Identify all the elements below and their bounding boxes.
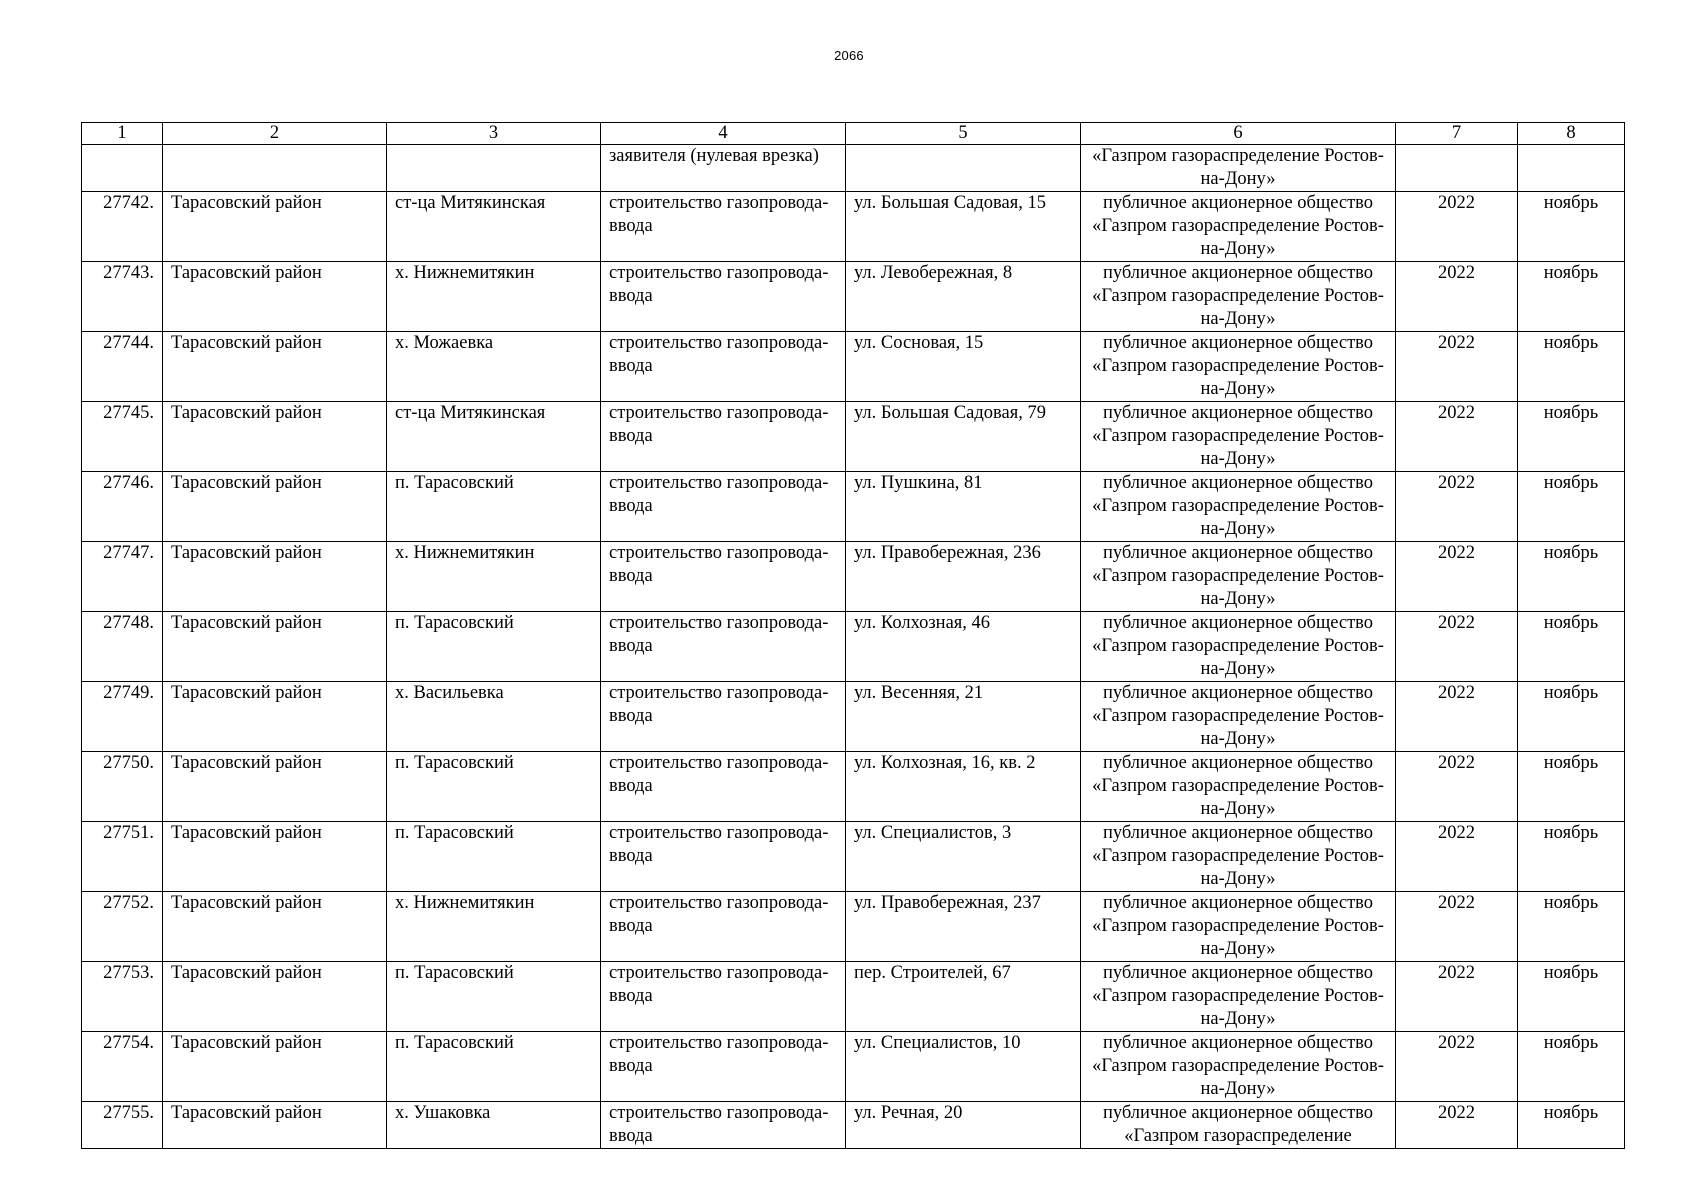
district-cell: Тарасовский район xyxy=(163,262,387,332)
empty-cell xyxy=(163,145,387,192)
month-cell: ноябрь xyxy=(1518,612,1625,682)
district-cell: Тарасовский район xyxy=(163,682,387,752)
work-type-cell: строительство газопровода-ввода xyxy=(601,542,846,612)
row-number-cell: 27754. xyxy=(82,1032,163,1102)
row-number-cell: 27749. xyxy=(82,682,163,752)
district-cell: Тарасовский район xyxy=(163,1102,387,1149)
year-cell: 2022 xyxy=(1396,682,1518,752)
address-cell: пер. Строителей, 67 xyxy=(846,962,1081,1032)
work-type-cell: строительство газопровода-ввода xyxy=(601,332,846,402)
work-type-cell: строительство газопровода-ввода xyxy=(601,612,846,682)
organization-cell: публичное акционерное общество «Газпром газораспределение Ростов-на-Дону» xyxy=(1081,262,1396,332)
header-cell: 8 xyxy=(1518,123,1625,145)
month-cell: ноябрь xyxy=(1518,262,1625,332)
table-row xyxy=(82,962,1625,1032)
locality-cell: п. Тарасовский xyxy=(387,612,601,682)
address-cell: ул. Правобережная, 237 xyxy=(846,892,1081,962)
header-cell: 5 xyxy=(846,123,1081,145)
year-cell: 2022 xyxy=(1396,962,1518,1032)
table-row xyxy=(82,542,1625,612)
row-number-cell: 27748. xyxy=(82,612,163,682)
table-row xyxy=(82,1032,1625,1102)
district-cell: Тарасовский район xyxy=(163,1032,387,1102)
year-cell: 2022 xyxy=(1396,192,1518,262)
table-row xyxy=(82,1102,1625,1149)
locality-cell: п. Тарасовский xyxy=(387,1032,601,1102)
organization-cell: публичное акционерное общество «Газпром газораспределение Ростов-на-Дону» xyxy=(1081,472,1396,542)
table-row xyxy=(82,822,1625,892)
row-number-cell: 27745. xyxy=(82,402,163,472)
month-cell: ноябрь xyxy=(1518,192,1625,262)
row-number-cell: 27743. xyxy=(82,262,163,332)
address-cell: ул. Большая Садовая, 15 xyxy=(846,192,1081,262)
address-cell: ул. Большая Садовая, 79 xyxy=(846,402,1081,472)
district-cell: Тарасовский район xyxy=(163,612,387,682)
district-cell: Тарасовский район xyxy=(163,332,387,402)
organization-cell: публичное акционерное общество «Газпром газораспределение Ростов-на-Дону» xyxy=(1081,1032,1396,1102)
table-header-row xyxy=(82,123,1625,145)
table-row xyxy=(82,402,1625,472)
locality-cell: х. Ушаковка xyxy=(387,1102,601,1149)
district-cell: Тарасовский район xyxy=(163,962,387,1032)
district-cell: Тарасовский район xyxy=(163,542,387,612)
locality-cell: п. Тарасовский xyxy=(387,962,601,1032)
address-cell: ул. Колхозная, 46 xyxy=(846,612,1081,682)
month-cell: ноябрь xyxy=(1518,472,1625,542)
district-cell: Тарасовский район xyxy=(163,192,387,262)
row-number-cell: 27750. xyxy=(82,752,163,822)
address-cell: ул. Пушкина, 81 xyxy=(846,472,1081,542)
month-cell: ноябрь xyxy=(1518,402,1625,472)
organization-cell: публичное акционерное общество «Газпром газораспределение Ростов-на-Дону» xyxy=(1081,612,1396,682)
address-cell: ул. Речная, 20 xyxy=(846,1102,1081,1149)
month-cell: ноябрь xyxy=(1518,962,1625,1032)
address-cell: ул. Правобережная, 236 xyxy=(846,542,1081,612)
year-cell: 2022 xyxy=(1396,892,1518,962)
address-cell: ул. Специалистов, 3 xyxy=(846,822,1081,892)
header-cell: 4 xyxy=(601,123,846,145)
organization-cell: публичное акционерное общество «Газпром газораспределение Ростов-на-Дону» xyxy=(1081,892,1396,962)
year-cell: 2022 xyxy=(1396,402,1518,472)
header-cell: 1 xyxy=(82,123,163,145)
address-cell: ул. Левобережная, 8 xyxy=(846,262,1081,332)
table-row xyxy=(82,892,1625,962)
district-cell: Тарасовский район xyxy=(163,752,387,822)
locality-cell: п. Тарасовский xyxy=(387,472,601,542)
org-cell: «Газпром газораспределение Ростов-на-Дону» xyxy=(1081,145,1396,192)
row-number-cell: 27742. xyxy=(82,192,163,262)
district-cell: Тарасовский район xyxy=(163,402,387,472)
header-cell: 2 xyxy=(163,123,387,145)
district-cell: Тарасовский район xyxy=(163,472,387,542)
work-type-cell: строительство газопровода-ввода xyxy=(601,192,846,262)
header-cell: 3 xyxy=(387,123,601,145)
year-cell: 2022 xyxy=(1396,752,1518,822)
row-number-cell: 27755. xyxy=(82,1102,163,1149)
year-cell: 2022 xyxy=(1396,332,1518,402)
organization-cell: публичное акционерное общество «Газпром газораспределение Ростов-на-Дону» xyxy=(1081,822,1396,892)
organization-cell: публичное акционерное общество «Газпром газораспределение Ростов-на-Дону» xyxy=(1081,682,1396,752)
row-number-cell: 27747. xyxy=(82,542,163,612)
locality-cell: х. Можаевка xyxy=(387,332,601,402)
header-cell: 7 xyxy=(1396,123,1518,145)
empty-cell xyxy=(387,145,601,192)
work-type-cell: строительство газопровода-ввода xyxy=(601,752,846,822)
month-cell: ноябрь xyxy=(1518,542,1625,612)
row-number-cell: 27746. xyxy=(82,472,163,542)
locality-cell: п. Тарасовский xyxy=(387,822,601,892)
work-type-cell: строительство газопровода-ввода xyxy=(601,402,846,472)
organization-cell: публичное акционерное общество «Газпром газораспределение Ростов-на-Дону» xyxy=(1081,192,1396,262)
address-cell: ул. Весенняя, 21 xyxy=(846,682,1081,752)
organization-cell: публичное акционерное общество «Газпром газораспределение Ростов-на-Дону» xyxy=(1081,332,1396,402)
address-cell: ул. Специалистов, 10 xyxy=(846,1032,1081,1102)
table-row xyxy=(82,262,1625,332)
locality-cell: х. Нижнемитякин xyxy=(387,892,601,962)
page-number: 2066 xyxy=(834,48,864,63)
district-cell: Тарасовский район xyxy=(163,892,387,962)
work-type-cell: строительство газопровода-ввода xyxy=(601,962,846,1032)
locality-cell: п. Тарасовский xyxy=(387,752,601,822)
organization-cell: публичное акционерное общество «Газпром газораспределение Ростов-на-Дону» xyxy=(1081,752,1396,822)
locality-cell: ст-ца Митякинская xyxy=(387,402,601,472)
row-number-cell: 27753. xyxy=(82,962,163,1032)
year-cell: 2022 xyxy=(1396,262,1518,332)
row-number-cell: 27752. xyxy=(82,892,163,962)
registry-table xyxy=(81,122,1625,1149)
month-cell: ноябрь xyxy=(1518,1032,1625,1102)
organization-cell: публичное акционерное общество «Газпром газораспределение xyxy=(1081,1102,1396,1149)
district-cell: Тарасовский район xyxy=(163,822,387,892)
locality-cell: х. Нижнемитякин xyxy=(387,542,601,612)
work-type-cell: строительство газопровода-ввода xyxy=(601,1032,846,1102)
year-cell: 2022 xyxy=(1396,472,1518,542)
locality-cell: х. Васильевка xyxy=(387,682,601,752)
organization-cell: публичное акционерное общество «Газпром газораспределение Ростов-на-Дону» xyxy=(1081,542,1396,612)
year-cell: 2022 xyxy=(1396,612,1518,682)
table-row xyxy=(82,682,1625,752)
year-cell: 2022 xyxy=(1396,1102,1518,1149)
month-cell: ноябрь xyxy=(1518,892,1625,962)
address-cell: ул. Сосновая, 15 xyxy=(846,332,1081,402)
address-cell: ул. Колхозная, 16, кв. 2 xyxy=(846,752,1081,822)
work-type-cell: строительство газопровода-ввода xyxy=(601,822,846,892)
work-type-cell: строительство газопровода-ввода xyxy=(601,472,846,542)
month-cell: ноябрь xyxy=(1518,752,1625,822)
organization-cell: публичное акционерное общество «Газпром газораспределение Ростов-на-Дону» xyxy=(1081,402,1396,472)
year-cell: 2022 xyxy=(1396,542,1518,612)
locality-cell: х. Нижнемитякин xyxy=(387,262,601,332)
month-cell: ноябрь xyxy=(1518,1102,1625,1149)
work-type-cell: строительство газопровода-ввода xyxy=(601,682,846,752)
work-type-cell: строительство газопровода-ввода xyxy=(601,262,846,332)
empty-cell xyxy=(82,145,163,192)
year-cell: 2022 xyxy=(1396,1032,1518,1102)
month-cell: ноябрь xyxy=(1518,332,1625,402)
row-number-cell: 27751. xyxy=(82,822,163,892)
table-row xyxy=(82,612,1625,682)
month-cell: ноябрь xyxy=(1518,682,1625,752)
work-type-cell: строительство газопровода-ввода xyxy=(601,892,846,962)
empty-cell xyxy=(1518,145,1625,192)
header-cell: 6 xyxy=(1081,123,1396,145)
locality-cell: ст-ца Митякинская xyxy=(387,192,601,262)
table-row xyxy=(82,332,1625,402)
continuation-row xyxy=(82,145,1625,192)
month-cell: ноябрь xyxy=(1518,822,1625,892)
work-cell: заявителя (нулевая врезка) xyxy=(601,145,846,192)
table-row xyxy=(82,192,1625,262)
organization-cell: публичное акционерное общество «Газпром газораспределение Ростов-на-Дону» xyxy=(1081,962,1396,1032)
year-cell: 2022 xyxy=(1396,822,1518,892)
row-number-cell: 27744. xyxy=(82,332,163,402)
empty-cell xyxy=(1396,145,1518,192)
table-row xyxy=(82,752,1625,822)
work-type-cell: строительство газопровода-ввода xyxy=(601,1102,846,1149)
table-row xyxy=(82,472,1625,542)
empty-cell xyxy=(846,145,1081,192)
